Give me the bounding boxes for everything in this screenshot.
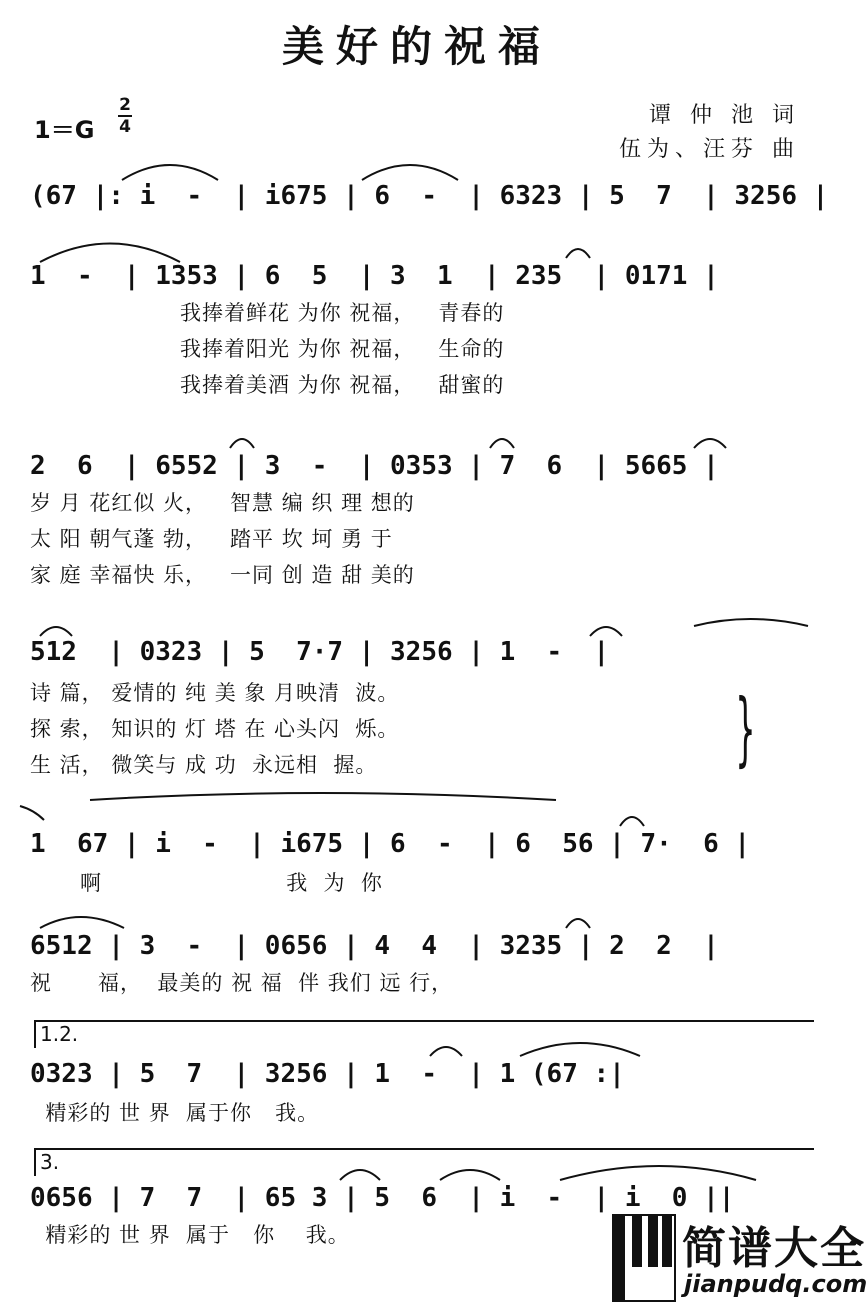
watermark-title: 简谱大全 [682, 1223, 866, 1274]
notes-line: 0323 | 5 7 | 3256 | 1 - | 1 (67 :| [30, 1059, 625, 1089]
slur [340, 1170, 380, 1180]
lyric-verse-3: 我捧着美酒 为你 祝福， 甜蜜的 [180, 373, 505, 397]
lyric-verse-1: 岁 月 花红似 火， 智慧 编 织 理 想的 [30, 491, 415, 515]
slur [40, 244, 180, 263]
slur [620, 817, 644, 826]
slur [20, 806, 44, 820]
lyric-verse-2: 太 阳 朝气蓬 勃， 踏平 坎 坷 勇 于 [30, 527, 393, 551]
notes-line: 1 67 | i - | i675 | 6 - | 6 56 | 7· 6 | [30, 829, 751, 859]
piano-keys-icon [612, 1214, 676, 1304]
watermark-url: jianpudq.com [684, 1270, 867, 1298]
notes-line: 0656 | 7 7 | 65 3 | 5 6 | i - | i 0 || [30, 1183, 735, 1213]
slur [694, 439, 726, 448]
lyric-ending-1: 精彩的 世 界 属于你 我。 [30, 1101, 320, 1125]
time-sig-bottom: 4 [119, 117, 131, 137]
slur [430, 1047, 462, 1056]
verse-brace: } [735, 682, 756, 775]
lyric-chorus: 祝 福， 最美的 祝 福 伴 我们 远 行， [30, 971, 454, 995]
slur [560, 1166, 756, 1180]
volta-label: 3. [40, 1150, 60, 1174]
slur [590, 627, 622, 636]
watermark [612, 1212, 867, 1308]
volta-label: 1.2. [40, 1022, 79, 1046]
lyric-verse-1: 我捧着鲜花 为你 祝福， 青春的 [180, 301, 505, 325]
slur [40, 627, 72, 636]
lyric-verse-3: 家 庭 幸福快 乐， 一同 创 造 甜 美的 [30, 563, 415, 587]
lyric-chorus: 啊 我 为 你 [80, 871, 383, 895]
slur [566, 249, 590, 258]
slur [490, 439, 514, 448]
song-title: 美好的祝福 [281, 22, 552, 71]
slur [90, 793, 556, 800]
slur [440, 1170, 500, 1180]
time-sig-top: 2 [119, 95, 131, 115]
lyric-ending-3: 精彩的 世 界 属于 你 我。 [30, 1223, 350, 1247]
slur [122, 165, 218, 180]
lyric-verse-3: 生 活， 微笑与 成 功 永远相 握。 [30, 753, 378, 777]
slur [520, 1043, 640, 1056]
slur [566, 919, 590, 928]
slur [230, 439, 254, 448]
composer-credit: 伍为、汪芬 曲 [619, 137, 800, 162]
notes-line: 512 | 0323 | 5 7·7 | 3256 | 1 - | [30, 637, 610, 667]
lyric-verse-1: 诗 篇， 爱情的 纯 美 象 月映清 波。 [30, 681, 400, 705]
slur [694, 619, 808, 626]
lyric-verse-2: 我捧着阳光 为你 祝福， 生命的 [180, 337, 505, 361]
notes-line: (67 |: i - | i675 | 6 - | 6323 | 5 7 | 3256 | [30, 181, 829, 211]
slur [362, 165, 458, 180]
key-signature: 1＝G [34, 116, 95, 144]
notes-line: 6512 | 3 - | 0656 | 4 4 | 3235 | 2 2 | [30, 931, 719, 961]
lyricist-credit: 谭 仲 池 词 [649, 103, 800, 128]
notes-line: 1 - | 1353 | 6 5 | 3 1 | 235 | 0171 | [30, 261, 719, 291]
notes-line: 2 6 | 6552 | 3 - | 0353 | 7 6 | 5665 | [30, 451, 719, 481]
slur [40, 917, 124, 928]
lyric-verse-2: 探 索， 知识的 灯 塔 在 心头闪 烁。 [30, 717, 400, 741]
